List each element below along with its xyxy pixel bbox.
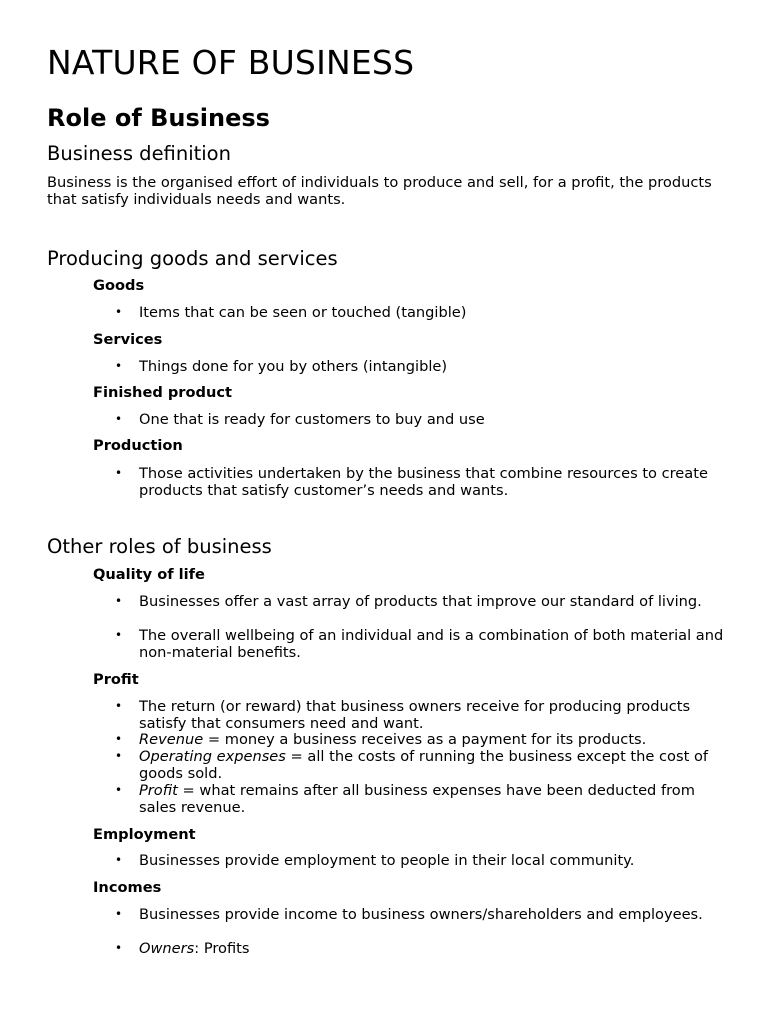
list-item [115,304,729,321]
bullet-icon: • [115,749,123,763]
services-label: Services [93,331,163,348]
list-item [115,465,729,499]
producing-heading: Producing goods and services [47,247,338,270]
bullet-icon: • [115,466,123,480]
list-item-text: Items that can be seen or touched (tangible) [139,304,467,321]
list-item-text: Businesses provide income to business owners/shareholders and employees. [139,906,703,923]
bullet-icon: • [115,305,123,319]
employment-label: Employment [93,826,196,843]
list-item [115,358,729,375]
bullet-icon: • [115,628,123,642]
finished-product-label: Finished product [93,384,232,401]
incomes-label: Incomes [93,879,162,896]
goods-label: Goods [93,277,145,294]
list-item-text: The return (or reward) that business owners receive for producing products satisfy that consumers need and want. [139,698,691,732]
bullet-icon: • [115,594,123,608]
profit-definition: = what remains after all business expenses have been deducted from sales revenue. [139,782,695,816]
bullet-icon: • [115,783,123,797]
list-item [115,627,729,661]
quality-of-life-label: Quality of life [93,566,205,583]
list-item [115,748,729,782]
definition-text: Business is the organised effort of individuals to produce and sell, for a profit, the products that satisfy individuals needs and wants. [47,174,712,208]
list-item [115,731,729,748]
list-item [115,593,729,610]
operating-expenses-definition: = all the costs of running the business except the cost of goods sold. [139,748,709,782]
profit-label: Profit [93,671,139,688]
bullet-icon: • [115,853,123,867]
list-item [115,906,729,923]
bullet-icon: • [115,359,123,373]
list-item [115,782,729,816]
revenue-definition: = money a business receives as a payment for its products. [203,731,647,748]
page-title: NATURE OF BUSINESS [47,43,415,82]
bullet-icon: • [115,907,123,921]
list-item [115,852,729,869]
owners-term: Owners [139,940,195,957]
role-heading: Role of Business [47,104,270,132]
bullet-icon: • [115,941,123,955]
owners-definition: : Profits [194,940,250,957]
profit-term: Profit [139,782,178,799]
list-item-text: Those activities undertaken by the business that combine resources to create products that satisfy customer’s needs and wants. [139,465,708,499]
list-item [115,940,729,957]
list-item-text: The overall wellbeing of an individual and is a combination of both material and non-material benefits. [139,627,724,661]
other-roles-heading: Other roles of business [47,535,272,558]
list-item [115,698,729,732]
operating-expenses-term: Operating expenses [139,748,286,765]
revenue-term: Revenue [139,731,204,748]
list-item [115,411,729,428]
bullet-icon: • [115,732,123,746]
list-item-text: One that is ready for customers to buy and use [139,411,485,428]
list-item-text: Businesses offer a vast array of products that improve our standard of living. [139,593,702,610]
definition-heading: Business definition [47,142,231,165]
list-item-text: Things done for you by others (intangible) [139,358,448,375]
bullet-icon: • [115,412,123,426]
list-item-text: Businesses provide employment to people in their local community. [139,852,635,869]
production-label: Production [93,437,183,454]
bullet-icon: • [115,699,123,713]
